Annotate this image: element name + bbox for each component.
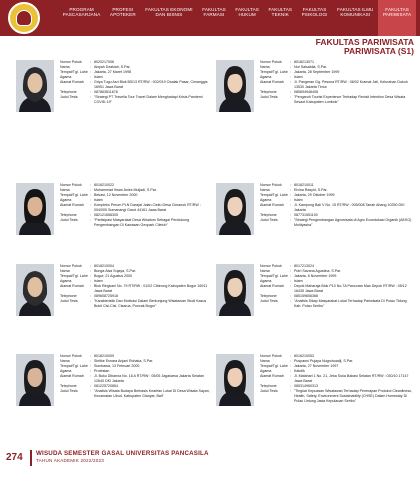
- field-separator: :: [90, 284, 91, 288]
- field-value-telp: 085314960313: [294, 384, 318, 388]
- footer-divider: [30, 450, 32, 466]
- field-separator: :: [90, 95, 91, 99]
- field-label: Nomor Pokok: [260, 264, 282, 268]
- field-separator: :: [290, 369, 291, 373]
- field-label: Agama: [60, 369, 72, 373]
- field-separator: :: [290, 198, 291, 202]
- university-logo-icon: [8, 2, 40, 34]
- field-label: Tempat/Tgl. Lahir: [260, 274, 288, 278]
- field-separator: :: [290, 264, 291, 268]
- field-label: Telephone: [260, 294, 277, 298]
- graduate-photo: [216, 264, 254, 316]
- field-label: Nama: [60, 188, 70, 192]
- field-separator: :: [290, 359, 291, 363]
- field-value-nomor: 8018210011: [294, 183, 314, 187]
- graduate-card: [14, 354, 214, 459]
- nav-item-hukum[interactable]: FAKULTAS HUKUM: [235, 7, 259, 18]
- field-separator: :: [290, 269, 291, 273]
- field-separator: :: [90, 70, 91, 74]
- field-label: Agama: [260, 198, 272, 202]
- field-value-judul: "Analisis Sikap Masyarakat Lokal Terhadap Pariwisata Di Pulau Tidung Kab. Pulau Seribu": [294, 299, 407, 308]
- field-separator: :: [90, 359, 91, 363]
- field-value-telp: 085694948408: [294, 90, 318, 94]
- field-separator: :: [290, 384, 291, 388]
- field-separator: :: [290, 183, 291, 187]
- field-value-ttl: Jakarta, 29 Oktober 1999: [294, 193, 335, 197]
- graduate-photo: [16, 183, 54, 235]
- field-label: Judul Tesis: [260, 389, 278, 393]
- field-separator: :: [90, 279, 91, 283]
- field-label: Judul Tesis: [260, 299, 278, 303]
- field-value-alamat: Jl. Pangeran Gg. Pesona RT/RW : 06/02 Kramat Jati, Kelurahan Dukuh 13530 Jakarta Timur: [294, 80, 408, 89]
- field-separator: :: [90, 369, 91, 373]
- field-separator: :: [290, 364, 291, 368]
- field-separator: :: [90, 264, 91, 268]
- graduate-card: [214, 354, 414, 459]
- field-separator: :: [290, 274, 291, 278]
- field-label: Nomor Pokok: [60, 354, 82, 358]
- field-separator: :: [90, 203, 91, 207]
- field-label: Tempat/Tgl. Lahir: [60, 364, 88, 368]
- field-value-nama: Sintike Esnara Anjani Rohaka, S.Par.: [94, 359, 154, 363]
- nav-item-farmasi[interactable]: FAKULTAS FARMASI: [202, 7, 226, 18]
- field-separator: :: [290, 299, 291, 303]
- field-separator: :: [90, 218, 91, 222]
- field-value-nama: Bunga Alsa Sujaya, S.Par.: [94, 269, 136, 273]
- field-label: Telephone: [260, 90, 277, 94]
- field-separator: :: [290, 284, 291, 288]
- field-value-nama: Putri Savana Agustina, S.Par.: [294, 269, 342, 273]
- field-separator: :: [90, 389, 91, 393]
- field-value-ttl: Sumbawa, 13 Februari 2000: [94, 364, 140, 368]
- field-separator: :: [290, 218, 291, 222]
- field-separator: :: [290, 80, 291, 84]
- field-separator: :: [290, 374, 291, 378]
- field-label: Telephone: [60, 90, 77, 94]
- page-number: 274: [6, 452, 23, 463]
- field-label: Nama: [60, 65, 70, 69]
- field-value-telp: 087731551100: [294, 213, 318, 217]
- field-value-judul: "Pengaruh Tourist Experience Terhadap Revisit Intention Desa Wisata Sesaot Kabupaten Lombok": [294, 95, 406, 104]
- field-label: Tempat/Tgl. Lahir: [60, 274, 88, 278]
- field-value-judul: "Tingkat Kepuasan Wisatawan Terhadap Penerapan Protokol Cleanliness, Health, Safety, Environment Sustainability (CHSE) Dalam Homestay Di Pulau Untung Jawa Kepulauan Seribu": [294, 389, 412, 403]
- field-value-nomor: 8018210022: [94, 183, 114, 187]
- field-separator: :: [90, 384, 91, 388]
- field-label: Judul Tesis: [60, 299, 78, 303]
- field-separator: :: [290, 188, 291, 192]
- field-separator: :: [90, 60, 91, 64]
- field-label: Alamat Rumah: [60, 284, 84, 288]
- field-value-ttl: Jakarta, 27 November 1997: [294, 364, 339, 368]
- field-value-nomor: 8016210053: [294, 354, 314, 358]
- field-value-nama: Nur Salsabila, S.Par.: [294, 65, 328, 69]
- nav-item-teknik[interactable]: FAKULTAS TEKNIK: [268, 7, 293, 18]
- field-label: Judul Tesis: [260, 95, 278, 99]
- field-value-nomor: 8018210009: [94, 354, 114, 358]
- info-row-judul: [60, 95, 212, 105]
- field-label: Agama: [260, 75, 272, 79]
- info-row-judul: [60, 218, 212, 228]
- field-label: Alamat Rumah: [260, 80, 284, 84]
- footer-subtitle: TAHUN AKADEMIK 2022/2023: [36, 458, 105, 463]
- info-row-alamat: [260, 284, 412, 294]
- info-row-judul: [60, 389, 212, 399]
- field-value-agama: Islam: [94, 279, 103, 283]
- field-value-nomor: 8017213024: [294, 264, 314, 268]
- field-separator: :: [90, 299, 91, 303]
- field-value-alamat: Jl. Kampung Bali V No. 15 RT/RW : 005/008 Tanah Abang 10250 DKI Jakarta: [294, 203, 405, 212]
- field-label: Tempat/Tgl. Lahir: [260, 70, 288, 74]
- field-separator: :: [90, 188, 91, 192]
- field-value-judul: "Strategi Pengembangan Agrowisata di Agro Ecoedukasi Organik (AEKO) Multiyasha": [294, 218, 412, 227]
- field-separator: :: [90, 193, 91, 197]
- field-value-nama: Puspanni Pujaya Nugrohoadji, S.Par.: [294, 359, 354, 363]
- nav-item-psikologi[interactable]: FAKULTAS PSIKOLOGI: [301, 7, 328, 18]
- field-label: Tempat/Tgl. Lahir: [60, 70, 88, 74]
- field-value-telp: 085159606366: [294, 294, 318, 298]
- graduate-photo: [16, 354, 54, 406]
- field-separator: :: [290, 90, 291, 94]
- graduate-info: [260, 264, 412, 309]
- graduate-info: [260, 60, 412, 105]
- field-label: Tempat/Tgl. Lahir: [260, 193, 288, 197]
- nav-item-komunikasi[interactable]: FAKULTAS ILMU KOMUNIKASI: [337, 7, 374, 18]
- field-value-agama: Islam: [94, 198, 103, 202]
- field-label: Alamat Rumah: [60, 80, 84, 84]
- field-label: Nama: [60, 269, 70, 273]
- field-label: Nomor Pokok: [60, 264, 82, 268]
- field-label: Telephone: [60, 294, 77, 298]
- info-row-judul: [260, 218, 412, 228]
- field-separator: :: [290, 65, 291, 69]
- info-row-alamat: [60, 203, 212, 213]
- field-value-agama: Islam: [94, 75, 103, 79]
- field-value-nama: Aisyah Dzakiah, S.Par.: [94, 65, 131, 69]
- footer-title: WISUDA SEMESTER GASAL UNIVERSITAS PANCASILA: [36, 450, 209, 457]
- field-label: Telephone: [260, 213, 277, 217]
- field-label: Telephone: [260, 384, 277, 388]
- field-value-alamat: Jl. Buku Dibanna No. 16 A RT/RW : 05/05 Jagakarsa Jakarta Selatan 12640 DKI Jakarta: [94, 374, 204, 383]
- field-label: Alamat Rumah: [60, 374, 84, 378]
- graduate-photo: [16, 60, 54, 112]
- graduate-card: [14, 60, 214, 165]
- graduate-photo: [16, 264, 54, 316]
- info-row-judul: [260, 299, 412, 309]
- field-value-telp: 082121658305: [94, 213, 118, 217]
- graduate-info: [60, 354, 212, 399]
- field-separator: :: [90, 374, 91, 378]
- header-bar: [0, 0, 420, 36]
- field-label: Nomor Pokok: [260, 183, 282, 187]
- nav-item-apoteker[interactable]: PROFESI APOTEKER: [109, 7, 136, 18]
- field-label: Nomor Pokok: [260, 354, 282, 358]
- info-row-judul: [60, 299, 212, 309]
- nav-item-pariwisata[interactable]: FAKULTAS PARIWISATA: [378, 0, 416, 36]
- field-separator: :: [90, 354, 91, 358]
- field-separator: :: [290, 203, 291, 207]
- field-separator: :: [290, 389, 291, 393]
- field-value-ttl: Jakarta, 28 September 1999: [294, 70, 340, 74]
- field-separator: :: [90, 198, 91, 202]
- field-label: Nama: [260, 359, 270, 363]
- field-separator: :: [290, 193, 291, 197]
- field-label: Nomor Pokok: [60, 60, 82, 64]
- field-separator: :: [90, 75, 91, 79]
- field-value-telp: 087863811678: [94, 90, 118, 94]
- graduate-photo: [216, 354, 254, 406]
- field-value-alamat: Kompleks Perum PLN Darajat Jalan Cisitu Desa Cimanuk RT/RW : 004/005 Sumanangi Garut 44161 Jawa Barat: [94, 203, 201, 212]
- graduate-info: [60, 264, 212, 309]
- field-value-ttl: Jakarta, 6 November 1999: [294, 274, 337, 278]
- field-label: Agama: [60, 198, 72, 202]
- field-separator: :: [290, 95, 291, 99]
- field-separator: :: [90, 274, 91, 278]
- info-row-alamat: [60, 284, 212, 294]
- field-value-agama: Islam: [294, 279, 303, 283]
- field-label: Alamat Rumah: [60, 203, 84, 207]
- field-separator: :: [90, 80, 91, 84]
- field-value-judul: "Strategi PT Travelia Tour Travel Dalam Menghadapi Krisis Pandemi COVID-19": [94, 95, 203, 104]
- field-label: Nama: [60, 359, 70, 363]
- graduate-info: [60, 60, 212, 105]
- field-separator: :: [290, 60, 291, 64]
- nav-item-pascasarjana[interactable]: PROGRAM PASCASARJANA: [62, 7, 101, 18]
- field-value-telp: 089608725918: [94, 294, 118, 298]
- field-value-nama: Muhammad Ihsan Anies Muljadi, S.Par.: [94, 188, 157, 192]
- field-separator: :: [90, 183, 91, 187]
- field-value-judul: "Partisipasi Masyarakat Desa Wisatum Sebagai Pendukung Pengembangan Di Kawasan Geopark Ciletuh": [94, 218, 190, 227]
- info-row-alamat: [260, 80, 412, 90]
- field-label: Judul Tesis: [60, 95, 78, 99]
- field-value-nomor: 8018213071: [294, 60, 314, 64]
- field-separator: :: [90, 294, 91, 298]
- field-separator: :: [290, 75, 291, 79]
- graduate-photo: [216, 183, 254, 235]
- field-value-alamat: Griya Tugu Asri Blok B5/13 RT/RW : 002/019 Cisalak Pasar, Cimanggis 16951 Jawa Barat: [94, 80, 208, 89]
- field-label: Alamat Rumah: [260, 203, 284, 207]
- graduate-info: [260, 354, 412, 404]
- info-row-alamat: [60, 80, 212, 90]
- graduate-photo: [216, 60, 254, 112]
- info-row-alamat: [60, 374, 212, 384]
- field-separator: :: [90, 213, 91, 217]
- field-value-ttl: Bekasi, 12 November 2000: [94, 193, 138, 197]
- field-separator: :: [290, 70, 291, 74]
- field-separator: :: [90, 364, 91, 368]
- field-value-nomor: 8018210004: [94, 264, 114, 268]
- graduate-info: [60, 183, 212, 228]
- field-label: Nama: [260, 188, 270, 192]
- info-row-judul: [260, 95, 412, 105]
- field-label: Judul Tesis: [60, 218, 78, 222]
- field-label: Nama: [260, 65, 270, 69]
- field-label: Judul Tesis: [60, 389, 78, 393]
- faculty-title: FAKULTAS PARIWISATA: [315, 37, 414, 47]
- field-separator: :: [90, 90, 91, 94]
- field-value-nomor: 8020217006: [94, 60, 114, 64]
- field-separator: :: [90, 65, 91, 69]
- graduate-info: [260, 183, 412, 228]
- field-label: Nama: [260, 269, 270, 273]
- field-value-agama: Islam: [294, 75, 303, 79]
- graduate-card: [214, 60, 414, 165]
- field-value-agama: Katolik: [294, 369, 305, 373]
- field-value-ttl: Jakarta, 27 Maret 1998: [94, 70, 131, 74]
- field-separator: :: [290, 354, 291, 358]
- field-value-nama: Elvina Rasyid, S.Par.: [294, 188, 328, 192]
- field-label: Tempat/Tgl. Lahir: [60, 193, 88, 197]
- field-value-agama: Islam: [294, 198, 303, 202]
- faculty-nav: [58, 0, 416, 36]
- nav-item-ekonomi[interactable]: FAKULTAS EKONOMI DAN BISNIS: [145, 7, 193, 18]
- field-label: Judul Tesis: [260, 218, 278, 222]
- field-separator: :: [290, 213, 291, 217]
- field-value-agama: Protestan: [94, 369, 110, 373]
- field-label: Nomor Pokok: [260, 60, 282, 64]
- field-value-alamat: Depok Maharaja Blok P10 No.7A Pancoran Mas Depok RT/RW : 05/12 16435 Jawa Barat: [294, 284, 407, 293]
- field-value-ttl: Bogor, 21 Agustus 2000: [94, 274, 133, 278]
- info-row-judul: [260, 389, 412, 404]
- field-label: Alamat Rumah: [260, 284, 284, 288]
- field-label: Agama: [60, 279, 72, 283]
- info-row-alamat: [260, 374, 412, 384]
- field-label: Telephone: [60, 213, 77, 217]
- faculty-subtitle: PARIWISATA (S1): [343, 46, 414, 56]
- field-value-alamat: Jl. Matahari 1 No. 21, Jeka Suka Bakasi Selatan RT/RW : 030/10 17147 Jawa Barat: [294, 374, 409, 383]
- field-separator: :: [90, 269, 91, 273]
- field-label: Agama: [260, 369, 272, 373]
- field-value-judul: "Karakteristik Dan Motivasi Dalam Berkunjung Wisatawan Studi Kasus Bukit Cisi-Cisi, Cisarua, Puncak Bogor": [94, 299, 207, 308]
- field-label: Nomor Pokok: [60, 183, 82, 187]
- field-value-telp: 081225720854: [94, 384, 118, 388]
- field-label: Agama: [260, 279, 272, 283]
- field-value-alamat: Blok Ringkani No. 79 RT/RW : 01/02 Cibinong Kabupaten Bogor 16911 Jawa Barat: [94, 284, 208, 293]
- field-label: Telephone: [60, 384, 77, 388]
- field-separator: :: [290, 294, 291, 298]
- info-row-alamat: [260, 203, 412, 213]
- field-value-judul: "Analisis Wisata Budaya Berbasis Kearifan Lokal Di Desa Wisata Sayan, Kecamatan Ubud, Kabupaten Gianyar, Bali": [94, 389, 210, 398]
- field-separator: :: [290, 279, 291, 283]
- field-label: Tempat/Tgl. Lahir: [260, 364, 288, 368]
- field-label: Agama: [60, 75, 72, 79]
- field-label: Alamat Rumah: [260, 374, 284, 378]
